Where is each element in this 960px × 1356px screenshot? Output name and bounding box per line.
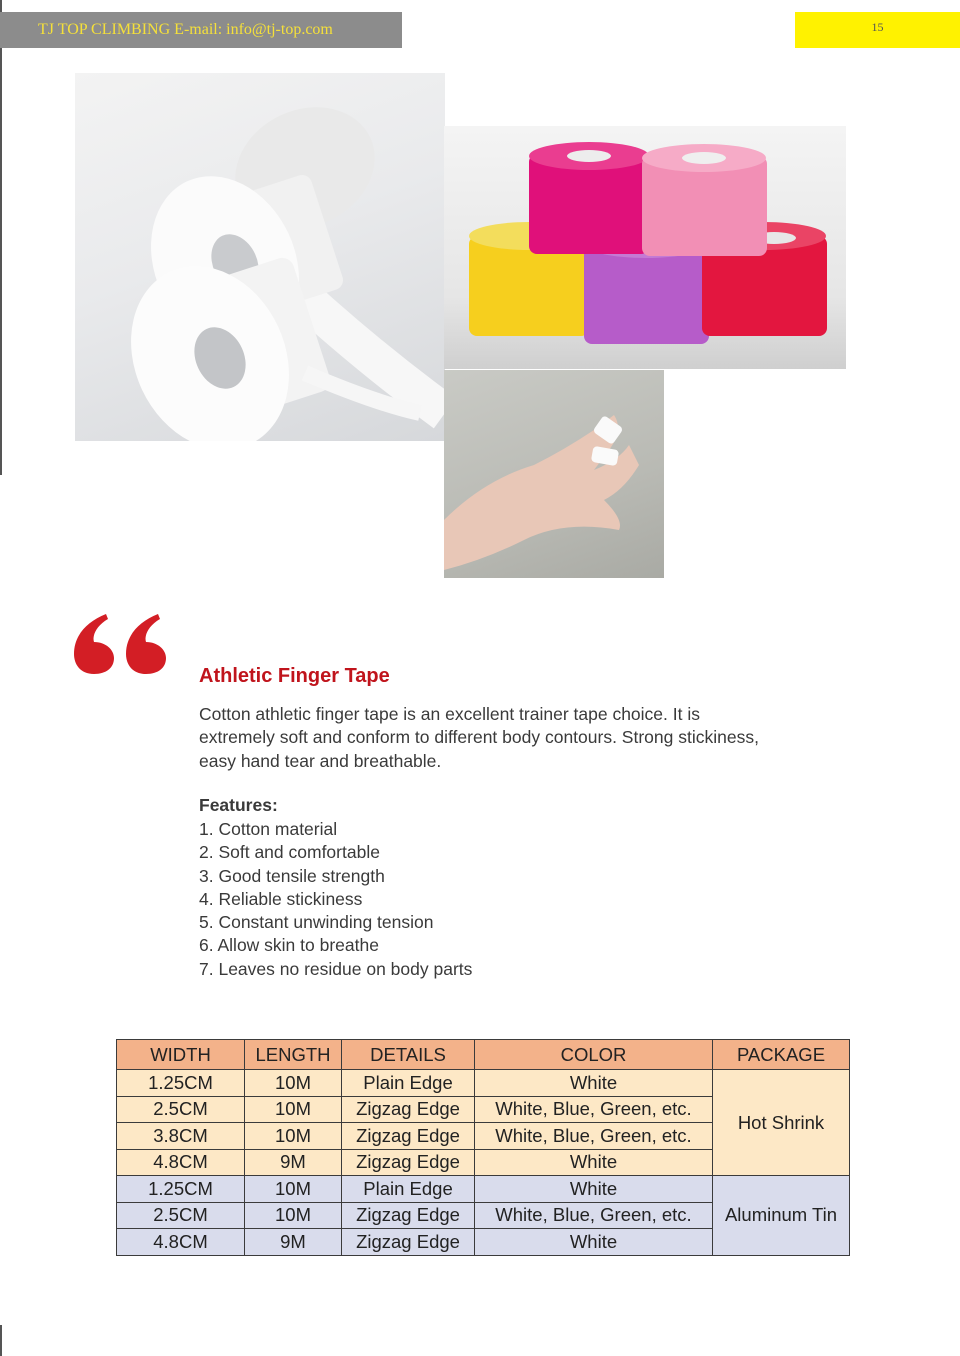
cell-details: Plain Edge — [342, 1070, 475, 1097]
cell-details: Zigzag Edge — [342, 1149, 475, 1176]
table-row — [117, 1070, 850, 1097]
cell-details: Zigzag Edge — [342, 1123, 475, 1150]
cell-color: White, Blue, Green, etc. — [475, 1123, 713, 1150]
header-company-bar: TJ TOP CLIMBING E-mail: info@tj-top.com — [0, 12, 402, 48]
cell-length: 10M — [245, 1176, 342, 1203]
features-list — [199, 818, 472, 981]
feature-item: 1. Cotton material — [199, 819, 338, 839]
cell-width: 1.25CM — [117, 1070, 245, 1097]
colored-tape-rolls-image — [444, 126, 846, 369]
features-heading: Features: — [199, 795, 278, 815]
feature-item: 7. Leaves no residue on body parts — [199, 958, 473, 979]
left-margin-rule-bottom — [0, 1325, 2, 1356]
cell-width: 2.5CM — [117, 1202, 245, 1229]
cell-color: White — [475, 1070, 713, 1097]
cell-color: White — [475, 1149, 713, 1176]
feature-item: 5. Constant unwinding tension — [199, 912, 434, 933]
cell-width: 4.8CM — [117, 1229, 245, 1256]
cell-details: Plain Edge — [342, 1176, 475, 1203]
cell-length: 10M — [245, 1070, 342, 1097]
cell-color: White — [475, 1176, 713, 1203]
cell-length: 10M — [245, 1096, 342, 1123]
cell-width: 3.8CM — [117, 1123, 245, 1150]
header-length: LENGTH — [245, 1040, 342, 1070]
feature-item: 4. Reliable stickiness — [199, 888, 363, 909]
feature-item: 3. Good tensile strength — [199, 865, 385, 886]
page-number: 15 — [795, 12, 960, 48]
cell-width: 2.5CM — [117, 1096, 245, 1123]
table-row — [117, 1176, 850, 1203]
cell-details: Zigzag Edge — [342, 1229, 475, 1256]
cell-width: 1.25CM — [117, 1176, 245, 1203]
header-color: COLOR — [475, 1040, 713, 1070]
spec-table — [116, 1039, 850, 1256]
white-tape-rolls-image — [75, 73, 445, 441]
left-margin-rule — [0, 0, 2, 475]
quotation-mark-icon — [74, 614, 170, 678]
feature-item: 6. Allow skin to breathe — [199, 935, 379, 956]
feature-item: 2. Soft and comfortable — [199, 842, 380, 863]
cell-details: Zigzag Edge — [342, 1202, 475, 1229]
cell-details: Zigzag Edge — [342, 1096, 475, 1123]
cell-color: White, Blue, Green, etc. — [475, 1096, 713, 1123]
header-package: PACKAGE — [713, 1040, 850, 1070]
cell-package-aluminum-tin: Aluminum Tin — [713, 1176, 850, 1256]
article-title: Athletic Finger Tape — [199, 665, 390, 687]
header-details: DETAILS — [342, 1040, 475, 1070]
article-description: Cotton athletic finger tape is an excellent trainer tape choice. It is extremely soft and conform to different body contours. Strong stickiness, easy hand tear and breathable. — [199, 704, 759, 771]
cell-color: White — [475, 1229, 713, 1256]
table-header-row — [117, 1040, 850, 1070]
cell-length: 9M — [245, 1229, 342, 1256]
cell-length: 10M — [245, 1123, 342, 1150]
cell-width: 4.8CM — [117, 1149, 245, 1176]
taped-finger-image — [444, 370, 664, 578]
cell-package-hot-shrink: Hot Shrink — [713, 1070, 850, 1176]
header-width: WIDTH — [117, 1040, 245, 1070]
cell-color: White, Blue, Green, etc. — [475, 1202, 713, 1229]
cell-length: 10M — [245, 1202, 342, 1229]
cell-length: 9M — [245, 1149, 342, 1176]
